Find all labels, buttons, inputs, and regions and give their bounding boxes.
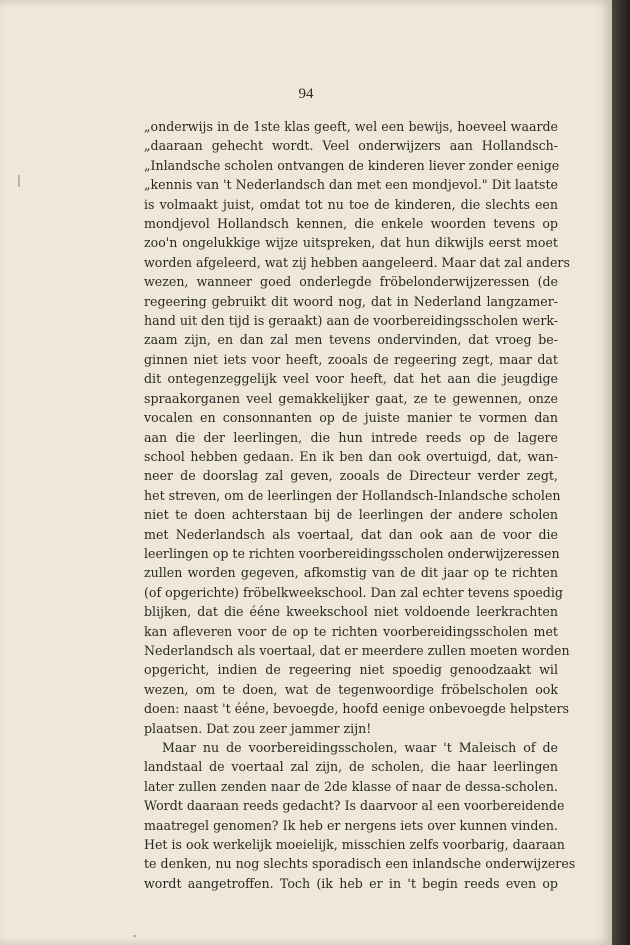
text-line: „onderwijs in de 1ste klas geeft, wel een bewijs, hoeveel waarde: [144, 119, 558, 134]
text-line-paragraph-end: plaatsen. Dat zou zeer jammer zijn!: [144, 720, 372, 736]
text-line: mondjevol Hollandsch kennen, die enkele woorden tevens op: [144, 216, 558, 232]
text-line: „daaraan gehecht wordt. Veel onderwijzers aan Hollandsch-: [144, 138, 558, 154]
text-line: ginnen niet iets voor heeft, zooals de regeering zegt, maar dat: [144, 351, 558, 367]
text-line: maatregel genomen? Ik heb er nergens iets over kunnen vinden.: [144, 817, 558, 833]
text-line: wezen, wanneer goed onderlegde fröbelonderwijzeressen (de: [144, 274, 558, 290]
text-line: (of opgerichte) fröbelkweekschool. Dan zal echter tevens spoedig: [144, 584, 563, 600]
text-line: regeering gebruikt dit woord nog, dat in Nederland langzamer-: [144, 293, 558, 309]
page-speck: [18, 175, 20, 187]
text-line: Wordt daaraan reeds gedacht? Is daarvoor al een voorbereidende: [144, 798, 565, 814]
text-line-paragraph-start: Maar nu de voorbereidingsscholen, waar 't Maleisch of de: [162, 740, 558, 755]
page-number: 94: [298, 86, 314, 102]
text-line: Nederlandsch als voertaal, dat er meerdere zullen moeten worden: [144, 642, 570, 658]
text-line: „Inlandsche scholen ontvangen de kinderen liever zonder eenige: [144, 157, 560, 173]
text-line: neer de doorslag zal geven, zooals de Directeur verder zegt,: [144, 468, 558, 484]
text-line: doen: naast 't ééne, bevoegde, hoofd eenige onbevoegde helpsters: [144, 701, 569, 717]
text-line: zullen worden gegeven, afkomstig van de dit jaar op te richten: [144, 565, 558, 581]
text-line: het streven, om de leerlingen der Hollandsch-Inlandsche scholen: [144, 487, 561, 503]
text-line: wordt aangetroffen. Toch (ik heb er in 't begin reeds even op: [144, 875, 558, 891]
text-line: met Nederlandsch als voertaal, dat dan ook aan de voor die: [144, 526, 558, 542]
text-line: wezen, om te doen, wat de tegenwoordige fröbelscholen ook: [144, 681, 558, 697]
text-line: niet te doen achterstaan bij de leerlingen der andere scholen: [144, 507, 558, 523]
page-speck: [133, 935, 136, 937]
text-line: is volmaakt juist, omdat tot nu toe de kinderen, die slechts een: [144, 196, 558, 212]
text-line: opgericht, indien de regeering niet spoedig genoodzaakt wil: [144, 662, 558, 678]
text-line: zaam zijn, en dan zal men tevens ondervinden, dat vroeg be-: [144, 332, 558, 348]
text-line: hand uit den tijd is geraakt) aan de voorbereidingsscholen werk-: [144, 313, 558, 329]
book-spine-shadow: [612, 0, 630, 945]
text-line: worden afgeleerd, wat zij hebben aangeleerd. Maar dat zal anders: [144, 254, 570, 270]
text-line: „kennis van 't Nederlandsch dan met een mondjevol." Dit laatste: [144, 177, 558, 193]
text-line: aan die der leerlingen, die hun intrede reeds op de lagere: [144, 429, 558, 445]
text-line: later zullen zenden naar de 2de klasse of naar de dessa-scholen.: [144, 778, 558, 794]
text-line: spraakorganen veel gemakkelijker gaat, ze te gewennen, onze: [144, 390, 558, 406]
text-line: Het is ook werkelijk moeielijk, misschien zelfs voorbarig, daaraan: [144, 837, 565, 853]
body-text: [144, 117, 576, 893]
text-line: vocalen en consonnanten op de juiste manier te vormen dan: [144, 410, 558, 426]
text-line: zoo'n ongelukkige wijze uitspreken, dat hun dikwijls eerst moet: [144, 235, 558, 251]
text-line: leerlingen op te richten voorbereidingsscholen onderwijzeressen: [144, 545, 560, 561]
text-line: landstaal de voertaal zal zijn, de scholen, die haar leerlingen: [144, 759, 558, 775]
text-line: kan afleveren voor de op te richten voorbereidingsscholen met: [144, 623, 558, 639]
text-line: school hebben gedaan. En ik ben dan ook overtuigd, dat, wan-: [144, 448, 558, 464]
text-line: te denken, nu nog slechts sporadisch een inlandsche onderwijzeres: [144, 856, 576, 872]
text-line: blijken, dat die ééne kweekschool niet voldoende leerkrachten: [144, 604, 558, 620]
text-line: dit ontegenzeggelijk veel voor heeft, dat het aan die jeugdige: [144, 371, 558, 387]
